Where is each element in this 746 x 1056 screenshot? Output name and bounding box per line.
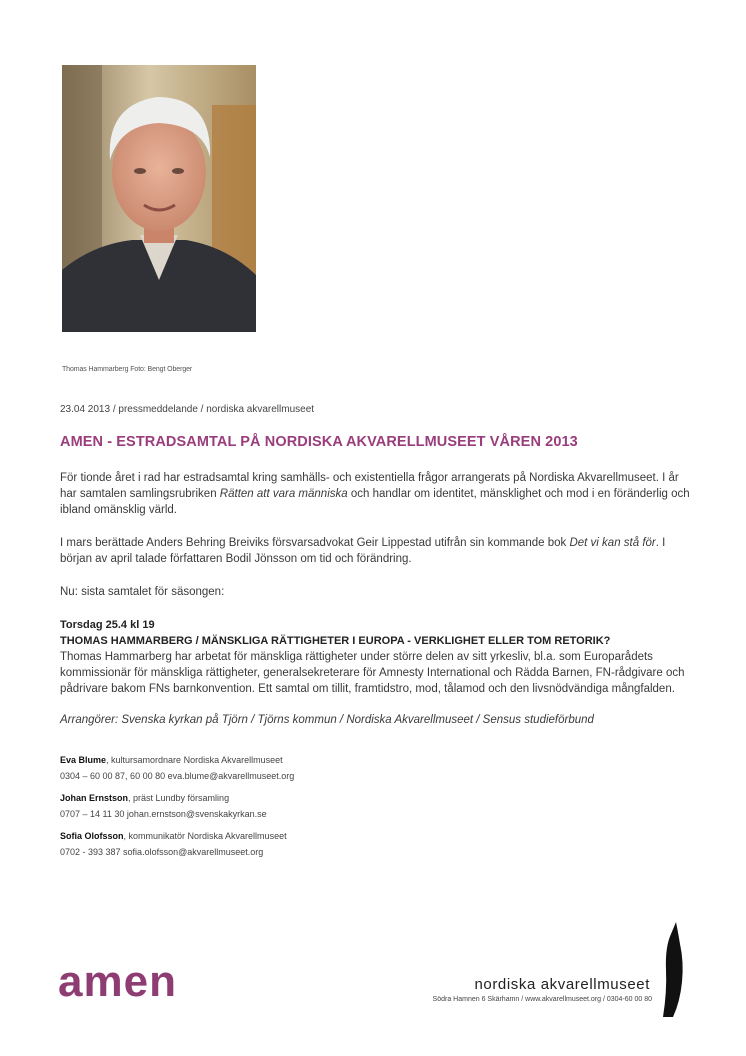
contact-role: , kultursamordnare Nordiska Akvarellmuseet (106, 755, 283, 765)
page-title: AMEN - ESTRADSAMTAL PÅ NORDISKA AKVARELLMUSEET VÅREN 2013 (60, 434, 578, 450)
brush-logo-icon (660, 922, 686, 1017)
event-title: THOMAS HAMMARBERG / MÄNSKLIGA RÄTTIGHETER I EUROPA - VERKLIGHET ELLER TOM RETORIK? (60, 635, 611, 647)
contact-details: 0702 - 393 387 sofia.olofsson@akvarellmuseet.org (60, 846, 264, 857)
contact-name: Eva Blume (60, 755, 107, 765)
museum-address: Södra Hamnen 6 Skärhamn / www.akvarellmuseet.org / 0304-60 00 80 (432, 996, 652, 1003)
photo-caption: Thomas Hammarberg Foto: Bengt Oberger (62, 366, 193, 373)
contact-item (60, 753, 294, 784)
contact-role: , präst Lundby församling (128, 793, 230, 803)
organizers-line: Arrangörer: Svenska kyrkan på Tjörn / Tjörns kommun / Nordiska Akvarellmuseet / Sensus studieförbund (60, 714, 594, 726)
series-title: Rätten att vara människa (219, 488, 348, 500)
contact-list (60, 753, 294, 867)
museum-logo-text: nordiska akvarellmuseet (474, 976, 650, 993)
last-talk-intro: Nu: sista samtalet för säsongen: (60, 586, 225, 598)
event-date: Torsdag 25.4 kl 19 (60, 619, 155, 631)
amen-logo: amen (58, 957, 177, 1006)
contact-details: 0707 – 14 11 30 johan.ernstson@svenskakyrkan.se (60, 808, 267, 819)
march-paragraph: I mars berättade Anders Behring Breiviks försvarsadvokat Geir Lippestad utifrån sin kommande bok Det vi kan stå för. I början av april talade författaren Bodil Jönsson om tid och förändring. (60, 537, 666, 565)
contact-role: , kommunikatör Nordiska Akvarellmuseet (123, 831, 287, 841)
portrait-photo (62, 65, 256, 332)
contact-item (60, 829, 294, 860)
event-block (60, 617, 700, 697)
contact-item (60, 791, 294, 822)
event-description: Thomas Hammarberg har arbetat för mänskliga rättigheter under större delen av sitt yrkesliv, bl.a. som Europarådets kommissionär för mänskliga rättigheter, generalsekreterare för Amnesty International och Rädda Barnen, FN-rådgivare och pådrivare bakom FNs barnkonvention. Ett samtal om tillit, framtidstro, mod, tålamod och den livsnödvändiga mångfalden. (60, 651, 685, 695)
contact-details: 0304 – 60 00 87, 60 00 80 eva.blume@akvarellmuseet.org (60, 770, 295, 781)
contact-name: Sofia Olofsson (60, 831, 124, 841)
date-category-line: 23.04 2013 / pressmeddelande / nordiska akvarellmuseet (60, 404, 315, 415)
contact-name: Johan Ernstson (60, 793, 129, 803)
book-title: Det vi kan stå för (569, 537, 656, 549)
intro-paragraph: För tionde året i rad har estradsamtal kring samhälls- och existentiella frågor arrangerats på Nordiska Akvarellmuseet. I år har samtalen samlingsrubriken Rätten att vara människa och handlar om identitet, mänsklighet och mod i en föränderlig och ibland omänsklig värld. (60, 472, 690, 516)
